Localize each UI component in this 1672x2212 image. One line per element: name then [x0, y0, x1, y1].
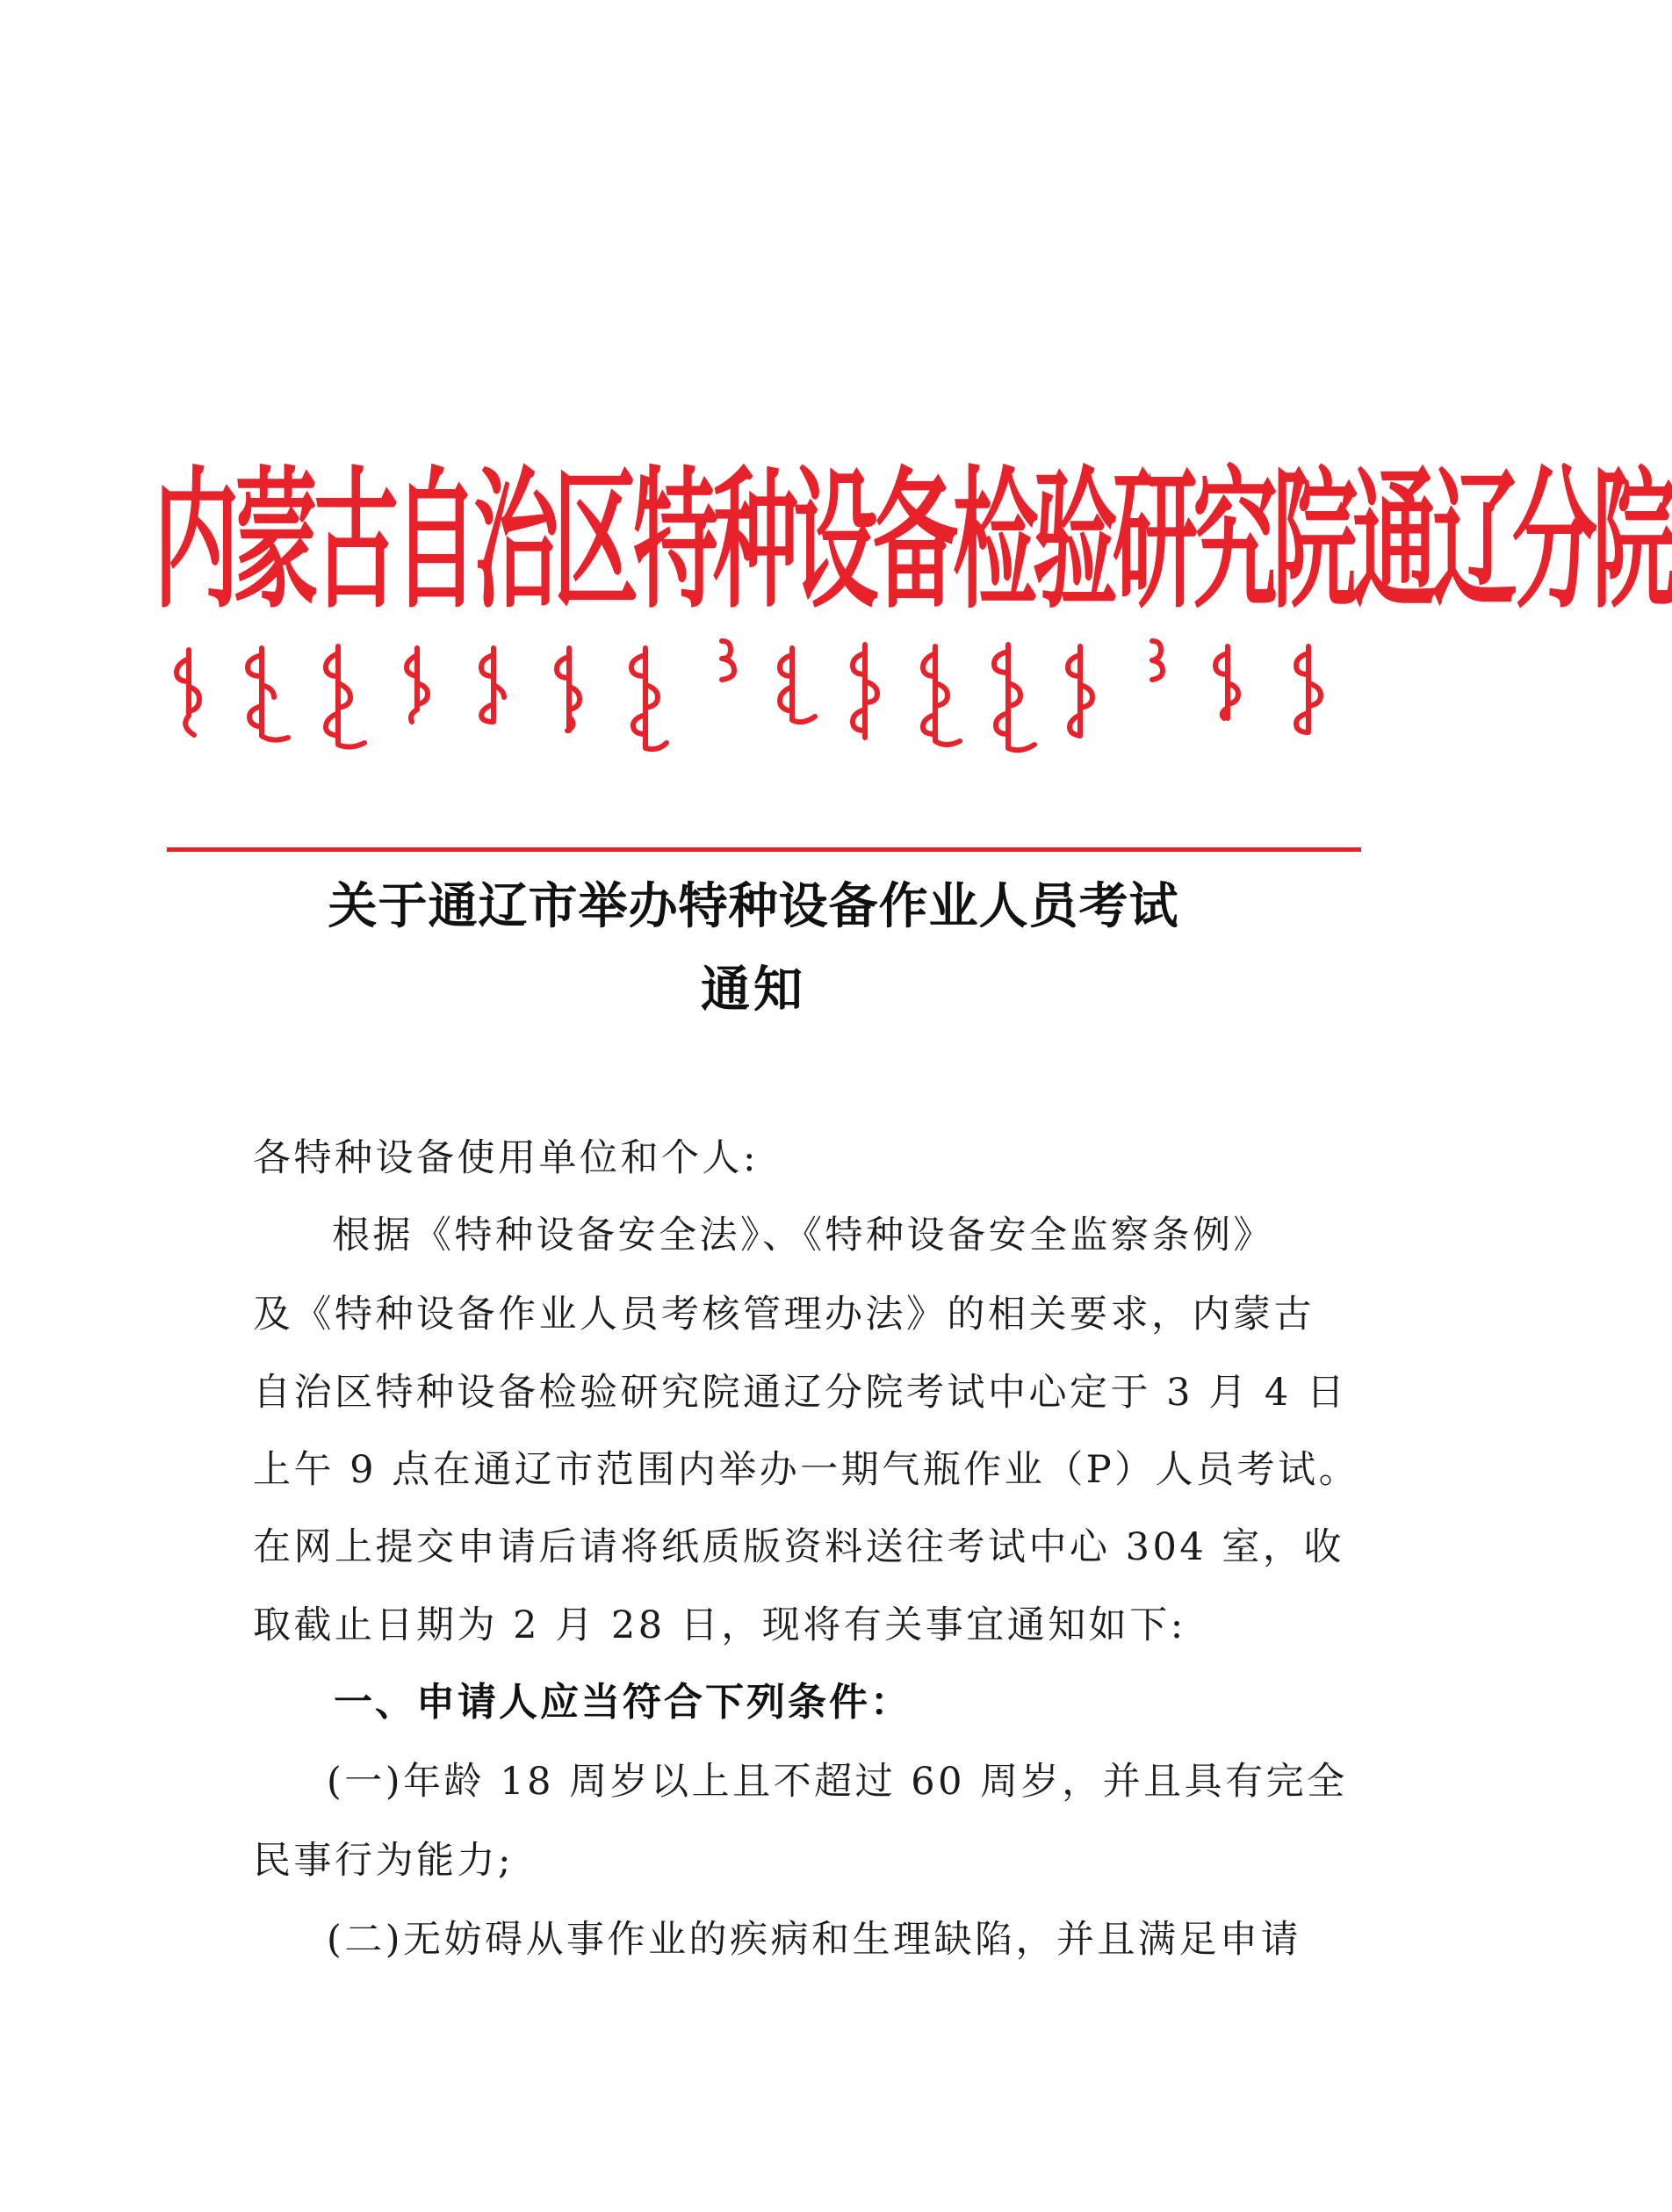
paragraph-1-line-6: 取截止日期为 2 月 28 日，现将有关事宜通知如下:: [253, 1603, 1186, 1647]
paragraph-1-line-1: 根据《特种设备安全法》、《特种设备安全监察条例》: [332, 1214, 1274, 1257]
item-1-line-1: (一)年龄 18 周岁以上且不超过 60 周岁，并且具有完全: [327, 1760, 1348, 1804]
salutation: 各特种设备使用单位和个人:: [253, 1136, 759, 1180]
document-title-line-1: 关于通辽市举办特种设备作业人员考试: [328, 878, 1179, 935]
paragraph-1-line-4: 上午 9 点在通辽市范围内举办一期气瓶作业（P）人员考试。: [253, 1448, 1360, 1492]
item-1-line-2: 民事行为能力;: [253, 1839, 514, 1883]
paragraph-1-line-2: 及《特种设备作业人员考核管理办法》的相关要求，内蒙古: [253, 1293, 1315, 1337]
item-2-line-1: (二)无妨碍从事作业的疾病和生理缺陷，并且满足申请: [327, 1918, 1302, 1962]
section-1-heading: 一、申请人应当符合下列条件：: [334, 1680, 912, 1725]
letterhead-org-name: 内蒙古自治区特种设备检验研究院通辽分院: [154, 450, 1672, 630]
paragraph-1-line-5: 在网上提交申请后请将纸质版资料送往考试中心 304 室，收: [253, 1525, 1344, 1569]
letterhead-divider: [167, 847, 1361, 852]
paragraph-1-line-3: 自治区特种设备检验研究院通辽分院考试中心定于 3 月 4 日: [253, 1371, 1348, 1415]
letterhead-mongolian-script: [167, 632, 1361, 764]
document-title-line-2: 通知: [701, 962, 806, 1019]
